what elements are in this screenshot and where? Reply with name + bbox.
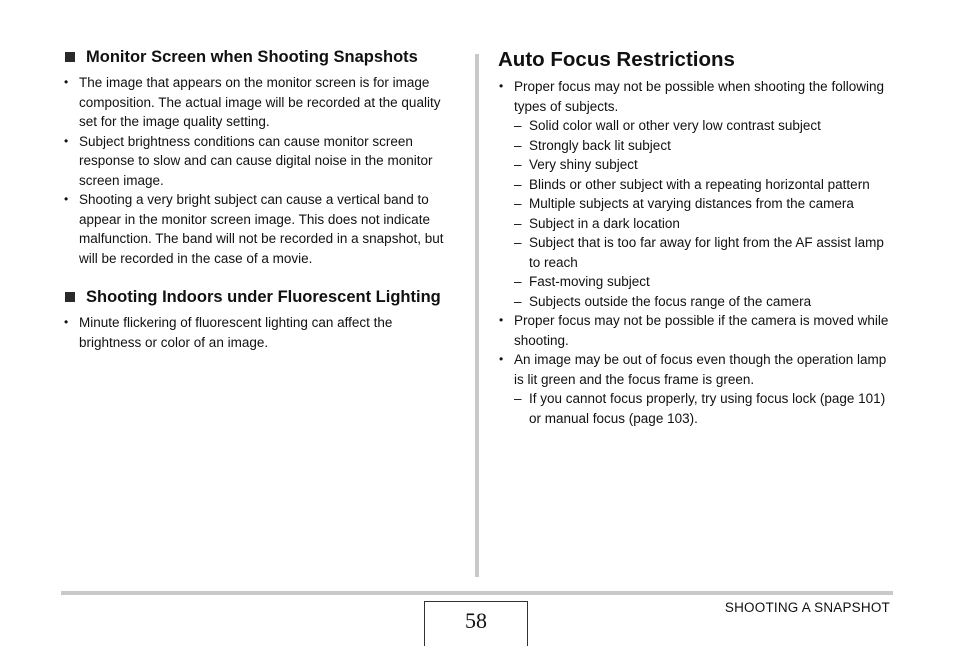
square-bullet-icon (65, 292, 75, 302)
page-number: 58 (424, 601, 528, 646)
left-column (63, 48, 458, 352)
dash-item: – Strongly back lit subject (514, 136, 898, 156)
right-column (498, 48, 898, 428)
dash-item: – Subject that is too far away for light from the AF assist lamp to reach (514, 233, 898, 272)
page-title: Auto Focus Restrictions (498, 48, 735, 71)
section-heading-text: Monitor Screen when Shooting Snapshots (86, 48, 418, 66)
dash-item: – Blinds or other subject with a repeating horizontal pattern (514, 175, 898, 195)
dash-item: – Fast-moving subject (514, 272, 898, 292)
monitor-screen-bullet-list (63, 73, 458, 268)
bullet-text: An image may be out of focus even though the operation lamp is lit green and the focus frame is green. (514, 352, 887, 387)
footer-rule (61, 591, 893, 595)
section-heading-monitor-screen (63, 48, 458, 67)
section-heading-fluorescent (63, 288, 458, 307)
footer-section-label: SHOOTING A SNAPSHOT (724, 600, 890, 615)
fluorescent-bullet-list (63, 313, 458, 352)
bullet-text: Proper focus may not be possible if the camera is moved while shooting. (514, 313, 889, 348)
dash-item: – Subjects outside the focus range of the camera (514, 292, 898, 312)
bullet-item (498, 77, 898, 311)
dash-item: – Subject in a dark location (514, 214, 898, 234)
square-bullet-icon (65, 52, 75, 62)
bullet-item: • The image that appears on the monitor screen is for image composition. The actual image will be recorded at the quality set for the image quality setting. (63, 73, 458, 132)
bullet-item: • Shooting a very bright subject can cause a vertical band to appear in the monitor screen image. This does not indicate malfunction. The band will not be recorded in a snapshot, but will be recorded in the case of a movie. (63, 190, 458, 268)
column-divider (475, 54, 479, 577)
dash-item: – Multiple subjects at varying distances from the camera (514, 194, 898, 214)
dash-item: – Very shiny subject (514, 155, 898, 175)
focus-tip-list (514, 389, 898, 428)
dash-item: – If you cannot focus properly, try using focus lock (page 101) or manual focus (page 103). (514, 389, 898, 428)
bullet-item (498, 350, 898, 428)
bullet-text: Proper focus may not be possible when shooting the following types of subjects. (514, 79, 884, 114)
dash-item: – Solid color wall or other very low contrast subject (514, 116, 898, 136)
bullet-item (498, 311, 898, 350)
subject-type-list (514, 116, 898, 311)
bullet-item: • Minute flickering of fluorescent lighting can affect the brightness or color of an image. (63, 313, 458, 352)
section-heading-text: Shooting Indoors under Fluorescent Lighting (86, 288, 441, 306)
af-restrictions-bullet-list (498, 77, 898, 428)
bullet-item: • Subject brightness conditions can cause monitor screen response to slow and can cause digital noise in the monitor screen image. (63, 132, 458, 191)
